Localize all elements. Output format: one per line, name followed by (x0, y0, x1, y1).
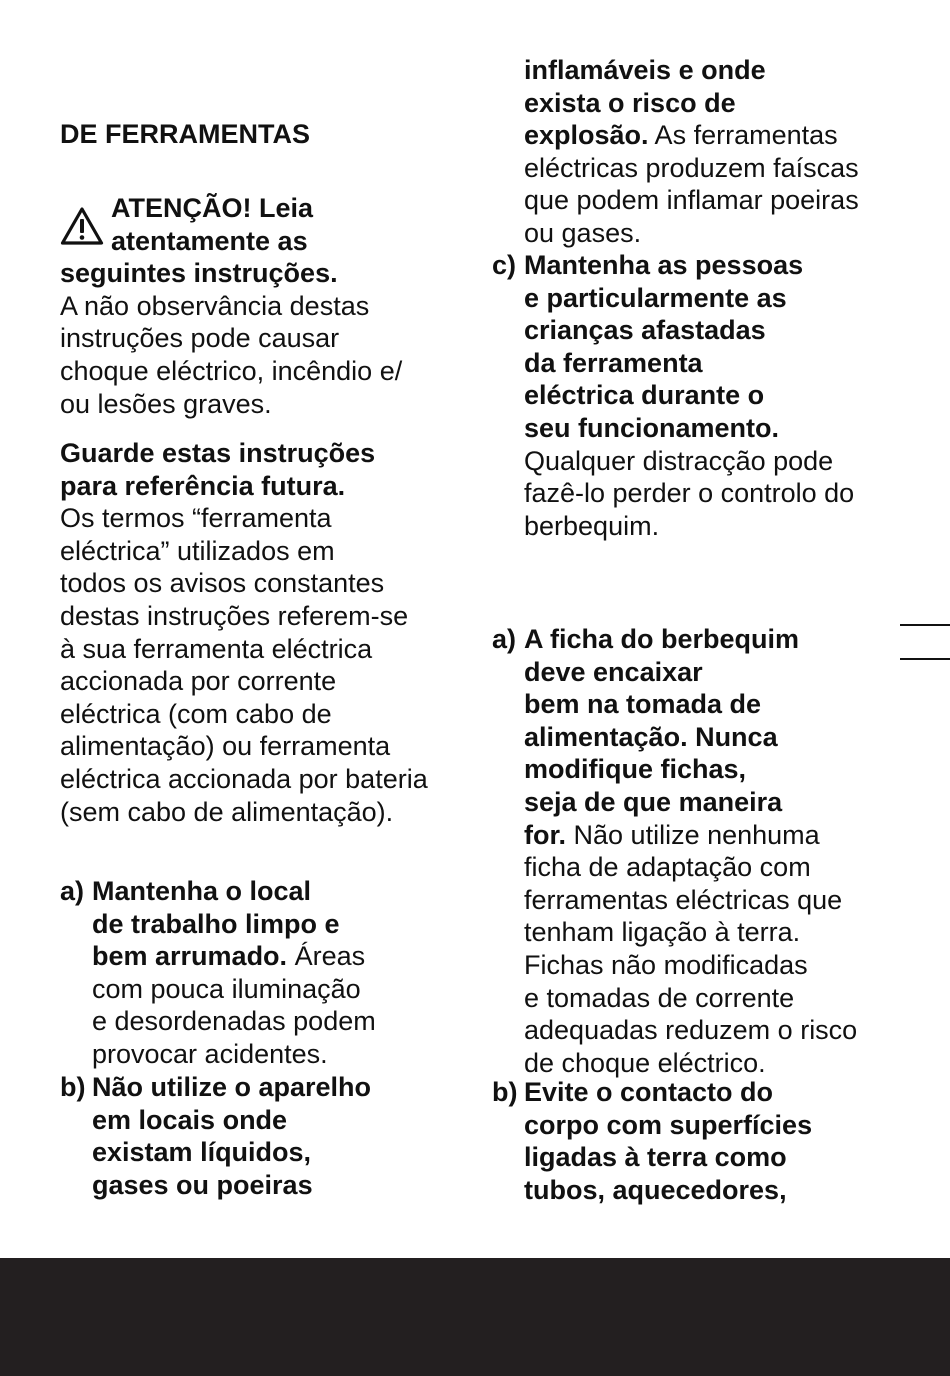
warning-block (60, 192, 480, 420)
item-bold-line: seu funcionamento. (524, 412, 780, 443)
item-body-line: que podem inflamar poeiras (524, 185, 859, 216)
list-item-label: b) (492, 1077, 518, 1107)
item-bold-line: de trabalho limpo e (92, 908, 340, 939)
keep-body-line: todos os avisos constantes (60, 568, 385, 599)
item-body-line: e tomadas de corrente (524, 982, 795, 1013)
item-mixed-line (524, 119, 922, 152)
item-bold-line: e particularmente as (524, 282, 787, 313)
item-body-line: com pouca iluminação (92, 973, 361, 1004)
list-item-c (492, 249, 922, 542)
item-bold-line: bem na tomada de (524, 689, 762, 720)
item-bold-text: for. (524, 819, 567, 850)
item-bold-line: eléctrica durante o (524, 380, 765, 411)
item-body-line: de choque eléctrico. (524, 1047, 766, 1078)
keep-instructions-block (60, 437, 480, 828)
warning-heading-line: ATENÇÃO! Leia (111, 193, 314, 223)
item-bold-line: ligadas à terra como (524, 1142, 787, 1173)
keep-heading-line: Guarde estas instruções (60, 438, 376, 468)
section-heading: DE FERRAMENTAS (60, 119, 311, 149)
list-item-label: b) (60, 1072, 86, 1102)
list-item-a (60, 875, 480, 1071)
item-bold-text: bem arrumado. (92, 941, 288, 972)
item-bold-line: seja de que maneira (524, 786, 783, 817)
item-bold-line: alimentação. Nunca (524, 721, 778, 752)
list-item-b (60, 1071, 480, 1201)
item-normal-text: Áreas (287, 941, 366, 972)
item-bold-line: tubos, aquecedores, (524, 1174, 787, 1205)
keep-body-line: Os termos “ferramenta (60, 503, 332, 534)
item-mixed-line (524, 819, 922, 852)
item-bold-line: gases ou poeiras (92, 1169, 313, 1200)
continued-item (492, 54, 922, 250)
item-body-line: ferramentas eléctricas que (524, 884, 843, 915)
item-body-line: fazê-lo perder o controlo do (524, 478, 855, 509)
item-bold-line: exista o risco de (524, 87, 736, 118)
warning-triangle-icon (60, 206, 104, 246)
warning-heading-line: seguintes instruções. (60, 258, 338, 289)
item-mixed-line (92, 940, 480, 973)
item-body-line: ficha de adaptação com (524, 852, 811, 883)
item-bold-line: deve encaixar (524, 656, 703, 687)
item-body-line: ou gases. (524, 217, 642, 248)
warning-body-line: A não observância destas (60, 290, 370, 321)
list-item-label: a) (492, 624, 517, 654)
footer-bar (0, 1258, 950, 1376)
item-bold-line: crianças afastadas (524, 315, 766, 346)
item-bold-line: Mantenha o local (92, 876, 312, 906)
item-body-line: e desordenadas podem (92, 1006, 376, 1037)
keep-body-line: à sua ferramenta eléctrica (60, 633, 373, 664)
warning-body-line: ou lesões graves. (60, 388, 272, 419)
item-body-line: Qualquer distracção pode (524, 445, 834, 476)
page-tab-rule (900, 624, 950, 626)
warning-body-line: choque eléctrico, incêndio e/ (60, 355, 403, 386)
list-item-b2 (492, 1076, 922, 1206)
item-bold-line: Mantenha as pessoas (524, 250, 804, 280)
item-body-line: adequadas reduzem o risco (524, 1015, 858, 1046)
page-tab-rule (900, 658, 950, 660)
item-bold-line: existam líquidos, (92, 1137, 312, 1168)
list-item-label: c) (492, 250, 517, 280)
item-bold-line: em locais onde (92, 1104, 288, 1135)
warning-heading (60, 192, 480, 257)
item-body-line: eléctricas produzem faíscas (524, 152, 859, 183)
item-bold-line: da ferramenta (524, 347, 703, 378)
keep-body-line: alimentação) ou ferramenta (60, 731, 391, 762)
warning-body-line: instruções pode causar (60, 323, 340, 354)
keep-body-line: destas instruções referem-se (60, 600, 409, 631)
list-item-label: a) (60, 876, 85, 906)
keep-heading-line: para referência futura. (60, 470, 346, 501)
item-bold-line: Evite o contacto do (524, 1077, 774, 1107)
item-body-line: provocar acidentes. (92, 1038, 328, 1069)
item-bold-line: inflamáveis e onde (524, 55, 766, 85)
item-bold-line: corpo com superfícies (524, 1109, 813, 1140)
keep-body-line: eléctrica (com cabo de (60, 698, 332, 729)
item-body-line: tenham ligação à terra. (524, 917, 801, 948)
item-normal-text: Não utilize nenhuma (566, 819, 820, 850)
item-bold-text: explosão. (524, 120, 649, 151)
keep-body-line: accionada por corrente (60, 666, 337, 697)
item-bold-line: Não utilize o aparelho (92, 1072, 372, 1102)
list-item-a2 (492, 623, 922, 1079)
warning-heading-line: atentamente as (111, 225, 308, 256)
item-body-line: berbequim. (524, 510, 660, 541)
keep-body-line: (sem cabo de alimentação). (60, 796, 394, 827)
item-bold-line: modifique fichas, (524, 754, 747, 785)
item-body-line: Fichas não modificadas (524, 949, 808, 980)
item-normal-text: As ferramentas (648, 120, 838, 151)
keep-body-line: eléctrica” utilizados em (60, 535, 335, 566)
keep-body-line: eléctrica accionada por bateria (60, 763, 428, 794)
item-bold-line: A ficha do berbequim (524, 624, 800, 654)
